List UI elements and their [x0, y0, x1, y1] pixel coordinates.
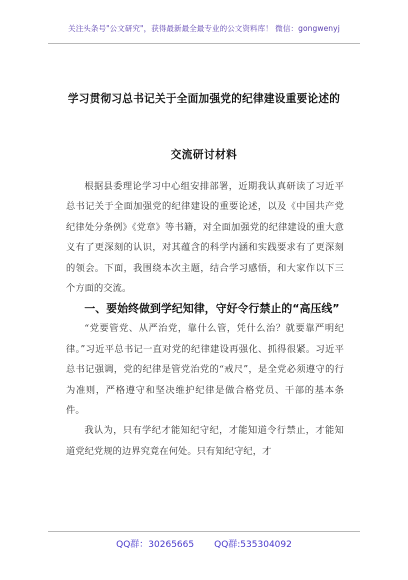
document-subtitle: 交流研讨材料 — [170, 149, 238, 161]
header-notice: 关注头条号"公文研究"，获得最新最全最专业的公文资料库！ 微信：gongwenyj — [68, 24, 340, 33]
header-divider — [48, 43, 360, 44]
intro-paragraph: 根据县委理论学习中心组安排部署，近期我认真研读了习近平总书记关于全面加强党的纪律建设的重要论述，以及《中国共产党纪律处分条例》《党章》等书籍，对全面加强党的纪律建设的重大意义有了更深刻的认识，对其蕴含的科学内涵和实践要求有了更深刻的领会。下面，我围绕本次主题，结合学习感悟，和大家作以下三个方面的交流。 — [66, 181, 344, 295]
body-paragraph: “党要管党、从严治党，靠什么管，凭什么治？就要靠严明纪律。”习近平总书记一直对党的纪律建设再强化、抓得很紧。习近平总书记强调，党的纪律是管党治党的“戒尺”，是全党必须遵守的行为准则，严格遵守和坚决维护纪律是做合格党员、干部的基本条件。 — [66, 323, 344, 417]
footer-qq-group-1: QQ群：30265665 — [116, 540, 195, 550]
footer-divider — [48, 531, 360, 532]
body-paragraph: 我认为，只有学纪才能知纪守纪，才能知道令行禁止，才能知道党纪党规的边界究竟在何处。只有知纪守纪，才 — [66, 425, 344, 457]
footer-qq-group-2: QQ群:535304092 — [214, 540, 292, 550]
document-title: 学习贯彻习总书记关于全面加强党的纪律建设重要论述的 — [67, 93, 341, 105]
section-heading: 一、要始终做到学纪知律，守好令行禁止的“高压线” — [84, 302, 340, 316]
document-body — [66, 177, 344, 462]
footer — [0, 537, 408, 550]
